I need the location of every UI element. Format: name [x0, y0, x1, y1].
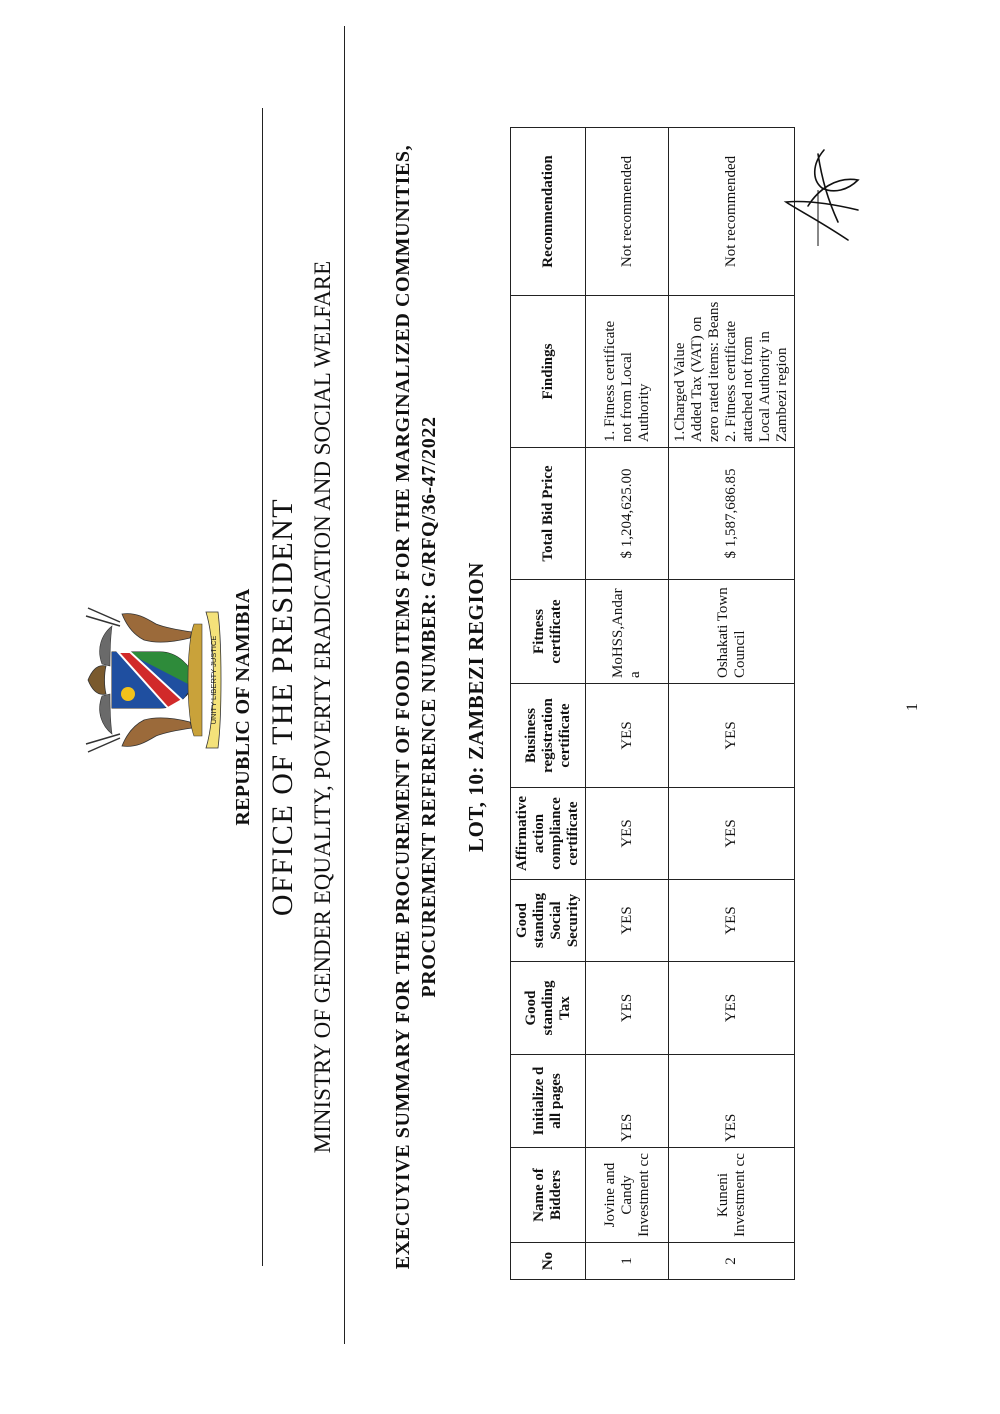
divider-bottom — [344, 26, 345, 1344]
finding-item: 1. Fitness certificate not from Local Authority — [601, 320, 652, 442]
cell-price: $ 1,587,686.85 — [669, 448, 795, 580]
col-findings: Findings — [511, 296, 586, 448]
office-heading: OFFICE OF THE PRESIDENT — [266, 497, 299, 917]
col-affirmative: Affirmative action compliance certificate — [511, 788, 586, 880]
table-header-row — [511, 128, 586, 1280]
cell-findings — [669, 296, 795, 448]
col-bidder: Name of Bidders — [511, 1148, 586, 1243]
bid-evaluation-table — [510, 127, 795, 1280]
cell-findings — [586, 296, 669, 448]
cell-fitness: MoHSS,Andara — [586, 580, 669, 684]
cell-business: YES — [669, 684, 795, 788]
col-tax: Good standing Tax — [511, 962, 586, 1055]
cell-tax: YES — [669, 962, 795, 1055]
col-business: Business registration certificate — [511, 684, 586, 788]
cell-no: 1 — [586, 1243, 669, 1280]
table-row — [669, 128, 795, 1280]
col-recommendation: Recommendation — [511, 128, 586, 296]
cell-initialized: YES — [669, 1055, 795, 1148]
coat-of-arms-icon — [82, 604, 222, 756]
page-number: 1 — [904, 703, 921, 711]
col-social: Good standing Social Security — [511, 880, 586, 962]
summary-title-line1: EXECUYIVE SUMMARY FOR THE PROCUREMENT OF FOOD ITEMS FOR THE MARGINALIZED COMMUNITIES, — [392, 144, 414, 1270]
cell-social: YES — [669, 880, 795, 962]
cell-affirmative: YES — [586, 788, 669, 880]
col-price: Total Bid Price — [511, 448, 586, 580]
finding-item: 1.Charged Value Added Tax (VAT) on zero rated items: Beans — [672, 301, 722, 442]
country-heading: REPUBLIC OF NAMIBIA — [232, 588, 254, 826]
cell-initialized: YES — [586, 1055, 669, 1148]
cell-price: $ 1,204,625.00 — [586, 448, 669, 580]
cell-bidder: Kuneni Investment cc — [669, 1148, 795, 1243]
col-initialized: Initialize d all pages — [511, 1055, 586, 1148]
cell-social: YES — [586, 880, 669, 962]
col-no: No — [511, 1243, 586, 1280]
summary-title-line2: PROCUREMENT REFERENCE NUMBER: G/RFQ/36-47/2022 — [418, 416, 440, 998]
divider-top — [262, 108, 263, 1266]
cell-affirmative: YES — [669, 788, 795, 880]
lot-heading: LOT, 10: ZAMBEZI REGION — [464, 562, 488, 852]
cell-fitness: Oshakati Town Council — [669, 580, 795, 684]
cell-recommendation: Not recommended — [586, 128, 669, 296]
cell-recommendation: Not recommended — [669, 128, 795, 296]
cell-tax: YES — [586, 962, 669, 1055]
cell-business: YES — [586, 684, 669, 788]
ministry-heading: MINISTRY OF GENDER EQUALITY, POVERTY ERADICATION AND SOCIAL WELFARE — [310, 260, 335, 1154]
summary-title — [390, 0, 442, 1414]
table-row — [586, 128, 669, 1280]
finding-item: 2. Fitness certificate attached not from Local Authority in Zambezi region — [723, 320, 790, 442]
cell-no: 2 — [669, 1243, 795, 1280]
coat-motto: UNITY LIBERTY JUSTICE — [209, 635, 218, 725]
signature-icon — [778, 140, 868, 250]
cell-bidder: Jovine and Candy Investment cc — [586, 1148, 669, 1243]
col-fitness: Fitness certificate — [511, 580, 586, 684]
